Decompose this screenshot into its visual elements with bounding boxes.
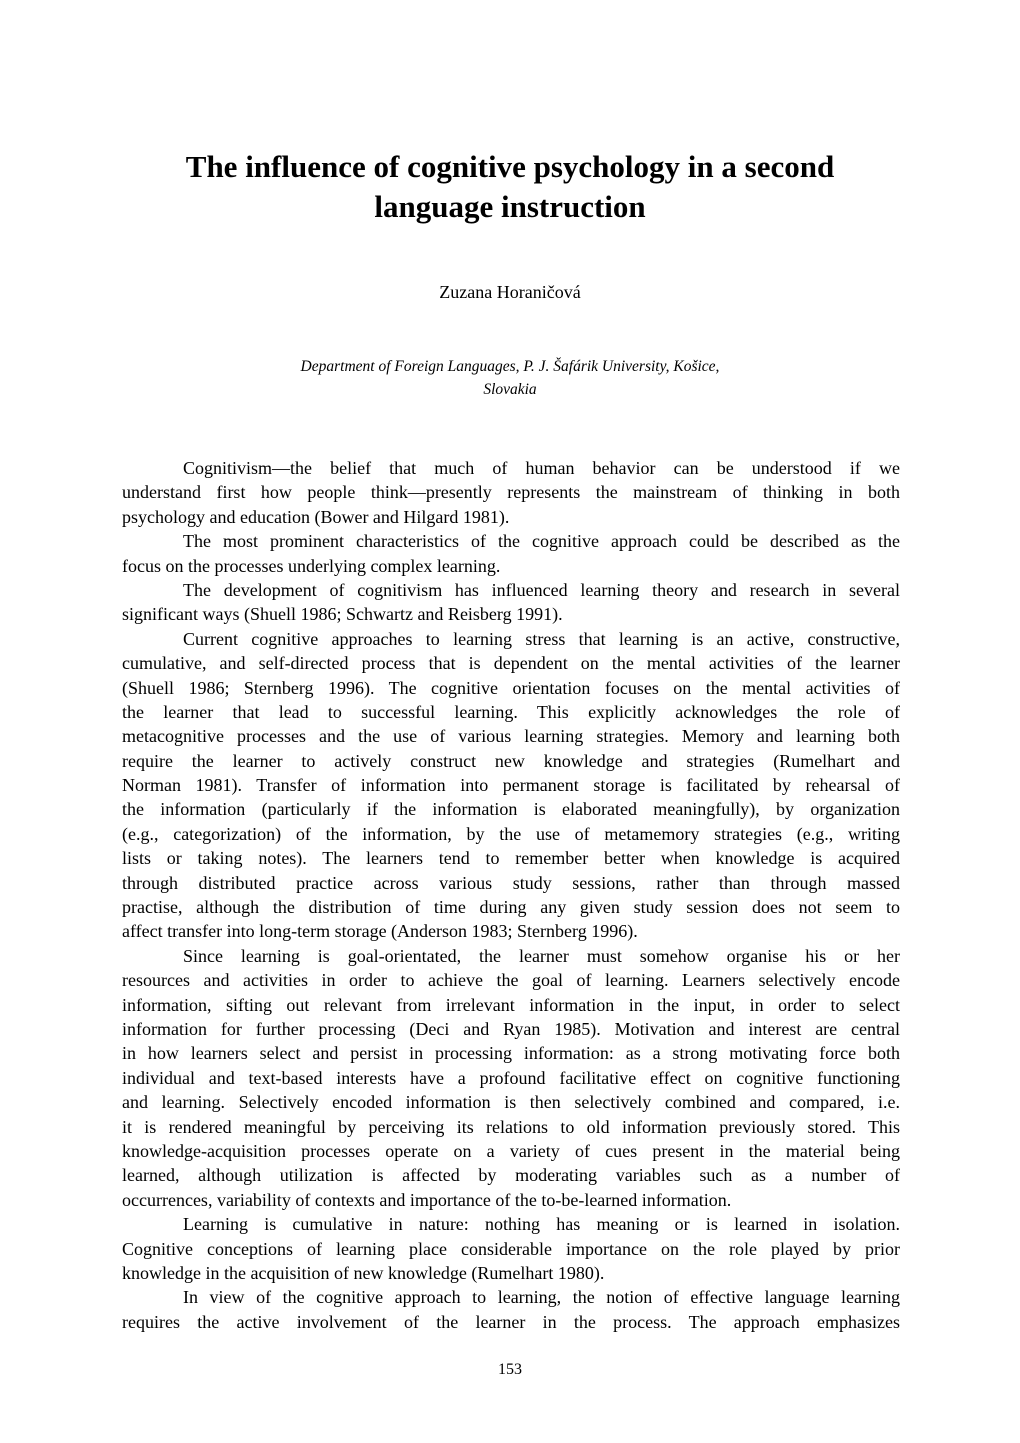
paragraph (122, 578, 900, 627)
paragraph (122, 1212, 900, 1285)
text-line: require the learner to actively construct new knowledge and strategies (Rumelhart and (122, 750, 900, 771)
title-line: The influence of cognitive psychology in a second (185, 149, 835, 184)
text-line: Since learning is goal-orientated, the learner must somehow organise his or her (183, 945, 900, 966)
text-line: The development of cognitivism has influenced learning theory and research in several (183, 579, 900, 600)
text-line: requires the active involvement of the learner in the process. The approach emphasizes (122, 1311, 900, 1332)
text-line: the information (particularly if the information is elaborated meaningfully), by organization (122, 799, 900, 820)
text-line: the learner that lead to successful learning. This explicitly acknowledges the role of (122, 701, 900, 722)
text-line: information, sifting out relevant from irrelevant information in the input, in order to select (122, 994, 900, 1015)
page-number: 153 (498, 1361, 522, 1378)
text-line: learned, although utilization is affected by moderating variables such as a number of (122, 1165, 900, 1186)
text-line: knowledge in the acquisition of new knowledge (Rumelhart 1980). (122, 1262, 605, 1283)
text-line: through distributed practice across various study sessions, rather than through massed (122, 872, 900, 893)
text-line: In view of the cognitive approach to learning, the notion of effective language learning (183, 1287, 900, 1308)
text-line: psychology and education (Bower and Hilgard 1981). (122, 506, 510, 527)
paragraph (122, 456, 900, 529)
text-line: focus on the processes underlying complex learning. (122, 555, 501, 576)
text-line: and learning. Selectively encoded information is then selectively combined and compared, i.e. (122, 1092, 900, 1113)
text-line: metacognitive processes and the use of various learning strategies. Memory and learning both (122, 726, 900, 747)
text-line: significant ways (Shuell 1986; Schwartz and Reisberg 1991). (122, 604, 563, 625)
affiliation-line: Slovakia (483, 381, 537, 398)
paper-title (0, 147, 1020, 227)
text-line: in how learners select and persist in processing information: as a strong motivating force both (122, 1043, 900, 1064)
text-line: (Shuell 1986; Sternberg 1996). The cognitive orientation focuses on the mental activities of (122, 677, 900, 698)
paragraph (122, 627, 900, 944)
text-line: The most prominent characteristics of the cognitive approach could be described as the (183, 531, 900, 552)
affiliation (0, 355, 1020, 401)
text-line: Cognitivism—the belief that much of human behavior can be understood if we (183, 458, 900, 478)
text-line: affect transfer into long-term storage (Anderson 1983; Sternberg 1996). (122, 921, 638, 942)
title-line: language instruction (374, 189, 646, 224)
paragraph (122, 529, 900, 578)
text-line: (e.g., categorization) of the information, by the use of metamemory strategies (e.g., writing (122, 823, 900, 844)
text-line: Learning is cumulative in nature: nothing has meaning or is learned in isolation. (183, 1214, 900, 1235)
text-line: it is rendered meaningful by perceiving its relations to old information previously stored. This (122, 1116, 900, 1137)
body-text (122, 456, 900, 1334)
paragraph (122, 944, 900, 1212)
text-line: practise, although the distribution of time during any given study session does not seem to (122, 897, 900, 918)
author-name: Zuzana Horaničová (439, 282, 581, 302)
text-line: Cognitive conceptions of learning place considerable importance on the role played by prior (122, 1238, 900, 1259)
paragraph (122, 1285, 900, 1334)
text-line: knowledge-acquisition processes operate on a variety of cues present in the material being (122, 1140, 900, 1161)
text-line: understand first how people think—presently represents the mainstream of thinking in both (122, 482, 900, 503)
affiliation-line: Department of Foreign Languages, P. J. Šafárik University, Košice, (300, 358, 720, 375)
text-line: cumulative, and self-directed process that is dependent on the mental activities of the learner (122, 653, 900, 674)
text-line: resources and activities in order to achieve the goal of learning. Learners selectively encode (122, 970, 900, 991)
text-line: individual and text-based interests have a profound facilitative effect on cognitive functioning (122, 1067, 900, 1088)
text-line: lists or taking notes). The learners tend to remember better when knowledge is acquired (122, 848, 900, 869)
text-line: Current cognitive approaches to learning stress that learning is an active, constructive, (183, 628, 900, 649)
text-line: Norman 1981). Transfer of information into permanent storage is facilitated by rehearsal of (122, 775, 900, 796)
text-line: occurrences, variability of contexts and importance of the to-be-learned information. (122, 1189, 732, 1210)
text-line: information for further processing (Deci and Ryan 1985). Motivation and interest are central (122, 1018, 900, 1039)
